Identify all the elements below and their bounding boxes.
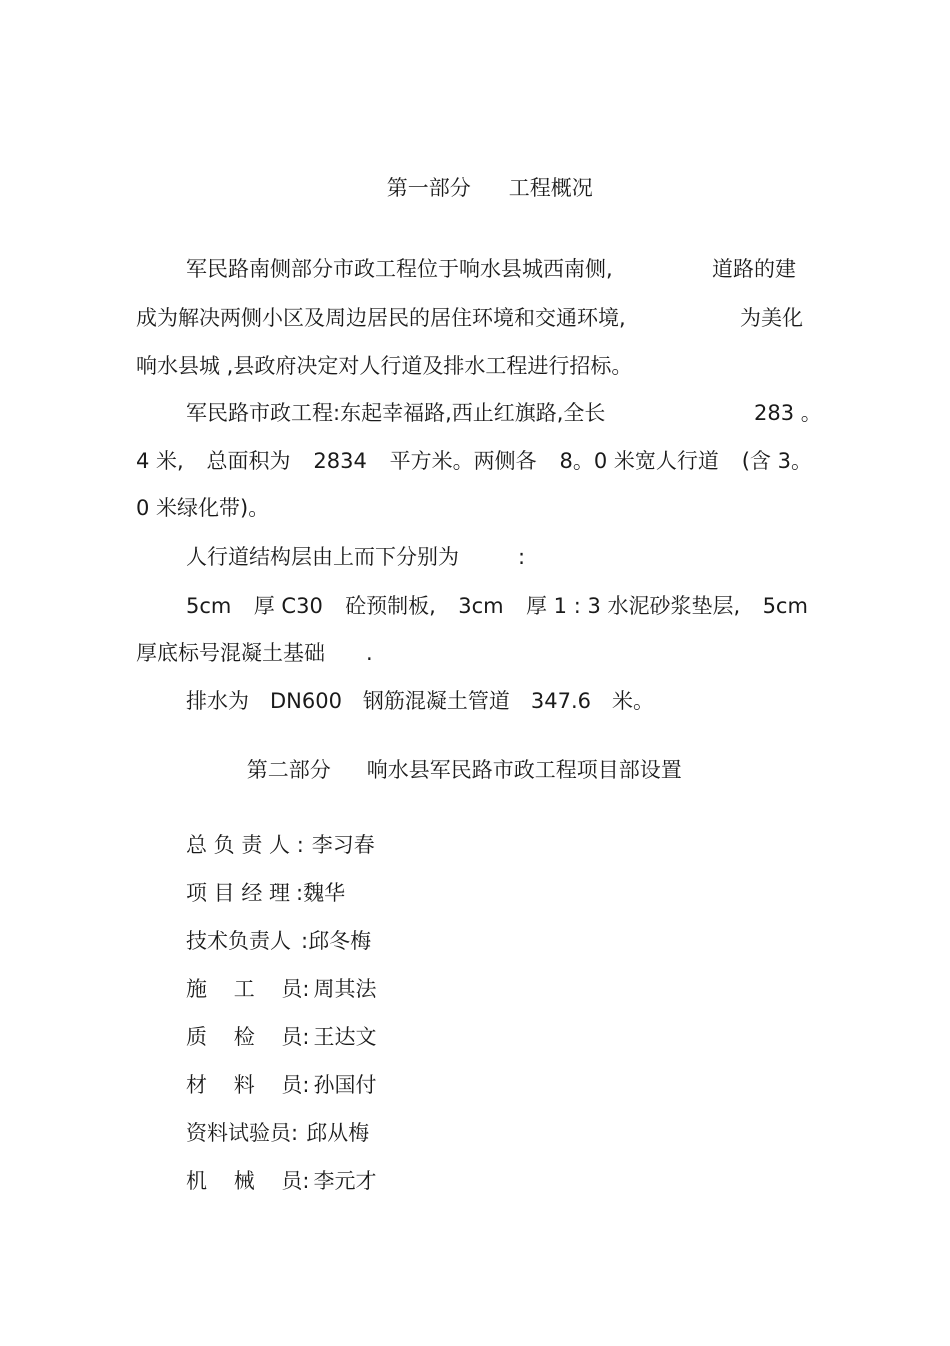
p2-line2 [136,451,812,472]
staff-role: 项 目 经 理 [186,881,291,905]
staff-row [186,1123,369,1144]
p2-line2-seg: 平方米。两侧各 [389,449,537,473]
staff-name: 李元才 [313,1169,377,1193]
p3-colon: : [518,545,526,569]
staff-row [186,883,345,904]
staff-name: 周其法 [313,977,377,1001]
staff-role: 机 械 员: [186,1169,310,1193]
p4-line1 [186,596,808,617]
p4-line1-seg: 5cm [186,594,232,618]
staff-name: :魏华 [296,881,346,905]
p2-line2-seg: 2834 [313,449,367,473]
p1-line2-b: 为美化 [740,306,803,330]
part2-title-number: 第二部分 [246,758,331,782]
part1-title [360,157,593,220]
staff-name: 王达文 [313,1025,377,1049]
p5-seg: 钢筋混凝土管道 [362,689,510,713]
staff-name: 邱从梅 [306,1121,370,1145]
staff-row [186,979,376,1000]
p2-line1-b: 283 。 [754,401,822,425]
staff-role: 材 料 员: [186,1073,310,1097]
staff-row [186,931,371,952]
p2-line2-seg: 总面积为 [206,449,291,473]
staff-role: 技术负责人 [186,929,291,953]
p5-seg: 米。 [611,689,654,713]
part2-title [220,739,682,802]
p5-seg: 排水为 [186,689,249,713]
staff-name: 孙国付 [313,1073,377,1097]
staff-row [186,1027,376,1048]
p4-line1-seg: 厚 C30 [253,594,323,618]
part1-title-text: 工程概况 [508,176,593,200]
p2-line3: 0 米绿化带)。 [136,496,270,520]
p2-line1-a: 军民路市政工程:东起幸福路,西止红旗路,全长 [186,401,606,425]
p4-line1-seg: 3cm [458,594,504,618]
p4-line2-b: . [366,641,373,665]
p5-line [186,691,654,712]
p4-line2-a: 厚底标号混凝土基础 [136,641,325,665]
p5-seg: 347.6 [530,689,591,713]
p1-line1-a: 军民路南侧部分市政工程位于响水县城西南侧, [186,257,613,281]
staff-role: 资料试验员: [186,1121,299,1145]
staff-role: 施 工 员: [186,977,310,1001]
staff-name: :邱冬梅 [301,929,372,953]
p2-line2-seg: (含 3。 [741,449,812,473]
staff-role: 总 负 责 人 : [186,833,304,857]
staff-row [186,1075,376,1096]
p4-line1-seg: 5cm [762,594,808,618]
p1-line1-b: 道路的建 [712,257,796,281]
p2-line2-seg: 8。0 米宽人行道 [559,449,719,473]
staff-row [186,1171,376,1192]
part2-title-text: 响水县军民路市政工程项目部设置 [366,758,682,782]
staff-role: 质 检 员: [186,1025,310,1049]
p1-line3: 响水县城 ,县政府决定对人行道及排水工程进行招标。 [136,354,633,378]
staff-name: 李习春 [311,833,375,857]
p5-seg: DN600 [269,689,342,713]
p4-line1-seg: 厚 1 : 3 水泥砂浆垫层, [526,594,741,618]
p1-line2-a: 成为解决两侧小区及周边居民的居住环境和交通环境, [136,306,626,330]
p3-text: 人行道结构层由上而下分别为 [186,545,459,569]
p4-line1-seg: 砼预制板, [345,594,436,618]
staff-row [186,835,375,856]
p2-line2-seg: 4 米, [136,449,184,473]
part1-title-number: 第一部分 [386,176,471,200]
